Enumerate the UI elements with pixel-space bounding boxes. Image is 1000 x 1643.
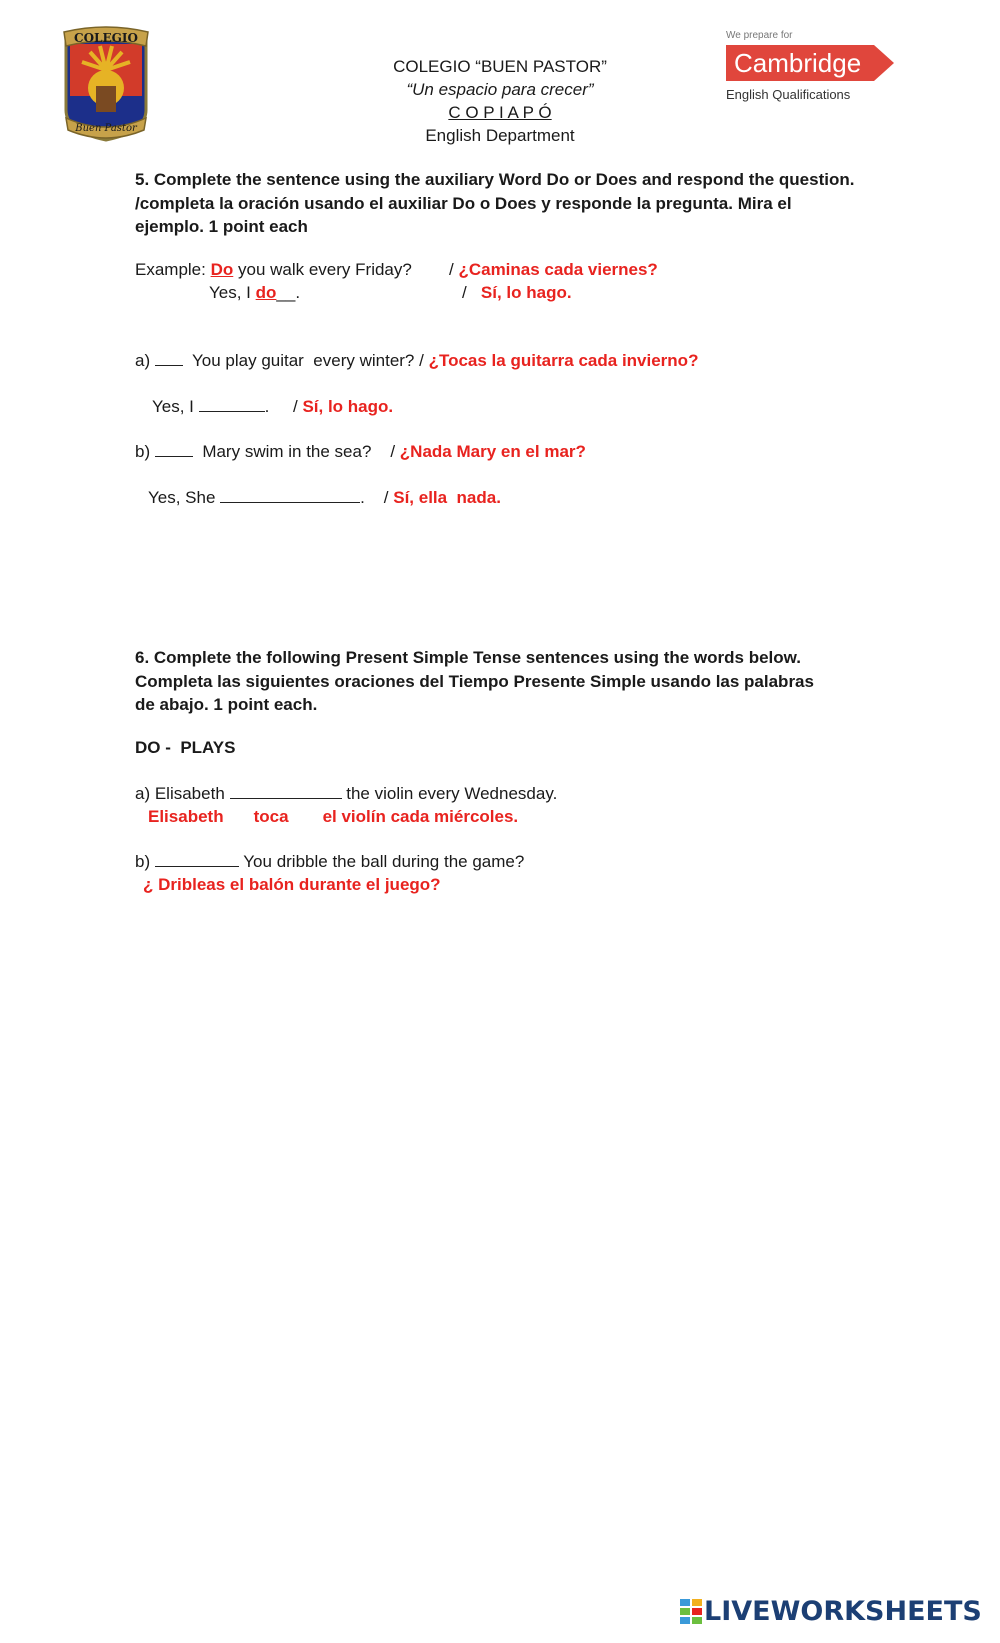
item-6b-translation: ¿ Dribleas el balón durante el juego? bbox=[143, 875, 441, 894]
section6-instruction: 6. Complete the following Present Simple Tense sentences using the words below. Completa las siguientes oraciones del Tiempo Presente Simple usando las palabras de abajo. 1 point each. bbox=[135, 648, 814, 714]
word-bank: DO - PLAYS bbox=[135, 738, 236, 757]
liveworksheets-icon bbox=[680, 1599, 702, 1625]
item-6a-blank[interactable] bbox=[230, 784, 342, 799]
department-name: English Department bbox=[425, 126, 575, 145]
cambridge-banner bbox=[726, 41, 896, 85]
school-motto: “Un espacio para crecer” bbox=[406, 80, 594, 99]
item-5a-answer-blank[interactable] bbox=[199, 397, 265, 412]
crest-top-text: COLEGIO bbox=[74, 31, 138, 45]
item-6b-blank[interactable] bbox=[155, 852, 239, 867]
example-answer: Yes, I do__. bbox=[209, 283, 301, 302]
section5-instruction: 5. Complete the sentence using the auxiliary Word Do or Does and respond the question. /completa la oración usando el auxiliar Do o Does y responde la pregunta. Mira el ejemplo. 1 point each bbox=[135, 170, 855, 236]
item-5b-blank[interactable] bbox=[155, 442, 193, 457]
liveworksheets-logo bbox=[680, 1596, 982, 1627]
school-city: C O P I A P Ó bbox=[448, 103, 552, 122]
example-answer-translation: / Sí, lo hago. bbox=[462, 283, 572, 302]
example-aux: Do bbox=[210, 260, 234, 279]
item-6b-sentence: b) You dribble the ball during the game? bbox=[135, 852, 525, 871]
item-6a-sentence: a) Elisabeth the violin every Wednesday. bbox=[135, 784, 558, 803]
example-translation: / ¿Caminas cada viernes? bbox=[449, 260, 658, 279]
liveworksheets-brand: LIVEWORKSHEETS bbox=[704, 1596, 982, 1627]
item-5b-answer-blank[interactable] bbox=[220, 488, 360, 503]
item-5a-answer: Yes, I . / Sí, lo hago. bbox=[152, 397, 394, 416]
example-answer-word: do bbox=[255, 283, 277, 302]
item-5b-answer: Yes, She . / Sí, ella nada. bbox=[148, 488, 501, 507]
example-question: Example: Do you walk every Friday? bbox=[135, 260, 412, 279]
item-5a-blank[interactable] bbox=[155, 351, 183, 366]
item-5a-question: a) You play guitar every winter? / ¿Tocas la guitarra cada invierno? bbox=[135, 351, 699, 370]
cambridge-logo bbox=[726, 30, 896, 102]
crest-bottom-text: Buen Pastor bbox=[75, 123, 137, 134]
cambridge-name: Cambridge bbox=[734, 48, 862, 78]
school-name: COLEGIO “BUEN PASTOR” bbox=[393, 57, 607, 76]
item-5b-question: b) Mary swim in the sea? / ¿Nada Mary en el mar? bbox=[135, 442, 586, 461]
cambridge-subtitle: English Qualifications bbox=[726, 87, 851, 102]
item-6a-translation: Elisabeth toca el violín cada miércoles. bbox=[148, 807, 519, 826]
cambridge-tagline: We prepare for bbox=[726, 30, 793, 41]
